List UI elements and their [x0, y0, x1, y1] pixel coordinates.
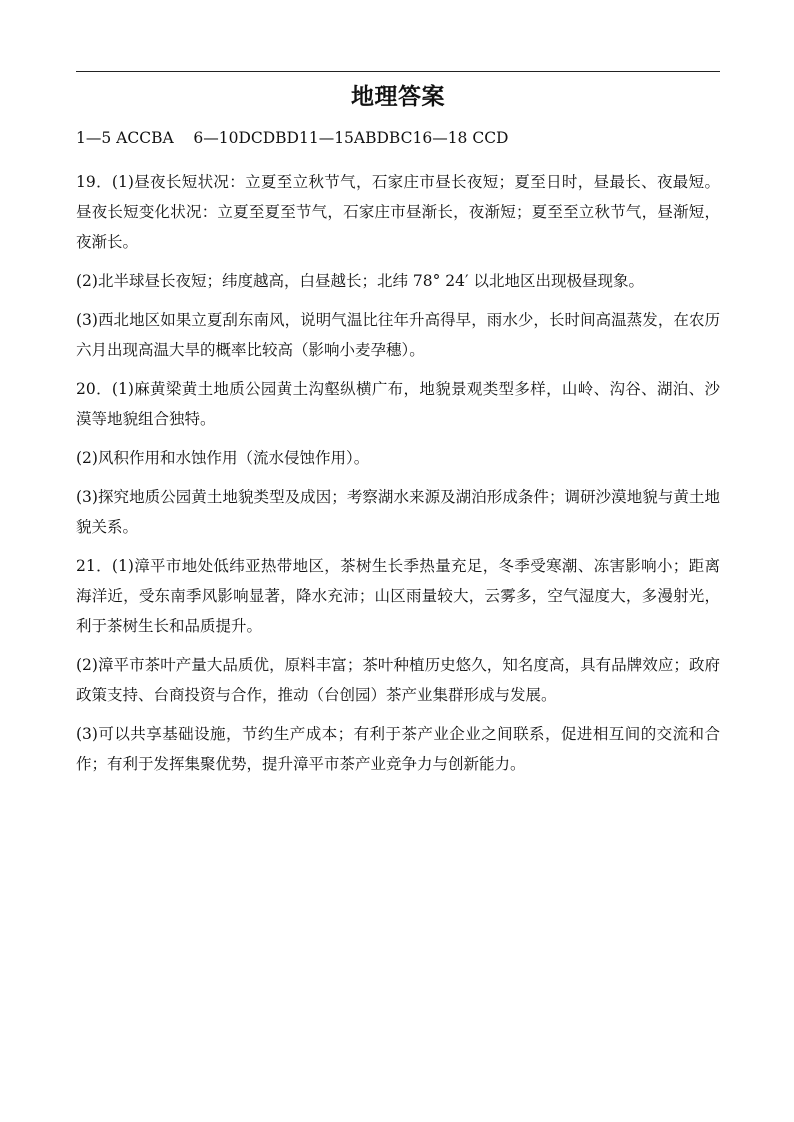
answer-paragraph: (3)西北地区如果立夏刮东南风，说明气温比往年升高得早，雨水少，长时间高温蒸发，在农历六月出现高温大旱的概率比较高（影响小麦孕穗）。 [76, 311, 720, 359]
answer-paragraph: 20．(1)麻黄梁黄土地质公园黄土沟壑纵横广布，地貌景观类型多样，山岭、沟谷、湖泊、沙漠等地貌组合独特。 [76, 380, 720, 428]
answer-paragraph: (3)探究地质公园黄土地貌类型及成因；考察湖水来源及湖泊形成条件；调研沙漠地貌与黄土地貌关系。 [76, 488, 720, 536]
answer-paragraph: (2)北半球昼长夜短；纬度越高，白昼越长；北纬 78° 24′ 以北地区出现极昼现象。 [76, 272, 644, 290]
answer-paragraph: 21．(1)漳平市地处低纬亚热带地区，茶树生长季热量充足，冬季受寒潮、冻害影响小；距离海洋近，受东南季风影响显著，降水充沛；山区雨量较大，云雾多，空气湿度大，多漫射光，利于茶树生长和品质提升。 [76, 557, 720, 635]
header-rule [76, 71, 720, 72]
document-page [76, 0, 720, 1122]
answer-paragraph: (2)漳平市茶叶产量大品质优，原料丰富；茶叶种植历史悠久，知名度高，具有品牌效应；政府政策支持、台商投资与合作，推动（台创园）茶产业集群形成与发展。 [76, 656, 720, 704]
answer-paragraph: (3)可以共享基础设施，节约生产成本；有利于茶产业企业之间联系，促进相互间的交流和合作；有利于发挥集聚优势，提升漳平市茶产业竞争力与创新能力。 [76, 725, 720, 773]
question-19 [76, 167, 720, 365]
question-21 [76, 551, 720, 779]
question-20 [76, 374, 720, 542]
multiple-choice-answers: 1—5 ACCBA 6—10DCDBD11—15ABDBC16—18 CCD [76, 129, 509, 147]
answer-paragraph: (2)风积作用和水蚀作用（流水侵蚀作用）。 [76, 449, 370, 467]
page-title: 地理答案 [351, 84, 445, 110]
answer-paragraph: 19．(1)昼夜长短状况：立夏至立秋节气，石家庄市昼长夜短；夏至日时，昼最长、夜最短。昼夜长短变化状况：立夏至夏至节气，石家庄市昼渐长，夜渐短；夏至至立秋节气，昼渐短，夜渐长。 [76, 173, 720, 251]
answer-body [76, 167, 720, 788]
